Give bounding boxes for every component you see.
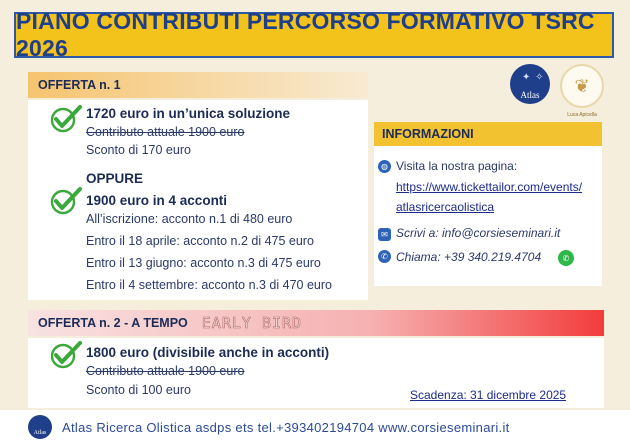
info-heading: INFORMAZIONI bbox=[382, 127, 474, 141]
whatsapp-icon[interactable]: ✆ bbox=[558, 250, 574, 266]
checkmark-icon bbox=[50, 104, 84, 134]
installment-4: Entro il 4 settembre: acconto n.3 di 470 euro bbox=[86, 278, 332, 292]
offer2-header bbox=[28, 310, 604, 336]
offer2-old-price: Contributo attuale 1900 euro bbox=[86, 364, 245, 378]
installment-2: Entro il 18 aprile: acconto n.2 di 475 euro bbox=[86, 234, 314, 248]
info-header bbox=[374, 122, 602, 146]
footer-logo-label: Atlas bbox=[33, 430, 47, 436]
offer1-option-a-old-price: Contributo attuale 1900 euro bbox=[86, 125, 245, 139]
offer1-header bbox=[28, 72, 368, 98]
atlas-logo-label: Atlas bbox=[520, 90, 540, 100]
installment-1: All’iscrizione: acconto n.1 di 480 euro bbox=[86, 212, 293, 226]
offer1-option-b-price: 1900 euro in 4 acconti bbox=[86, 193, 228, 208]
globe-icon: ◍ bbox=[378, 160, 391, 173]
event-url-link[interactable]: https://www.tickettailor.com/events/ bbox=[396, 180, 583, 194]
installment-3: Entro il 13 giugno: acconto n.3 di 475 euro bbox=[86, 256, 321, 270]
email-contact[interactable]: Scrivi a: info@corsieseminari.it bbox=[396, 226, 561, 240]
footer-atlas-logo bbox=[28, 415, 52, 439]
offer2-price: 1800 euro (divisibile anche in acconti) bbox=[86, 345, 330, 360]
offer1-label: OFFERTA n. 1 bbox=[38, 78, 121, 92]
checkmark-icon bbox=[50, 186, 84, 216]
luca-logo-label: Luca Apicella bbox=[567, 112, 597, 118]
visit-label: Visita la nostra pagina: bbox=[396, 159, 518, 173]
early-bird-badge: EARLY BIRD bbox=[201, 314, 303, 332]
page-title: PIANO CONTRIBUTI PERCORSO FORMATIVO TSRC 2026 bbox=[16, 8, 595, 61]
offer1-option-a-price: 1720 euro in un’unica soluzione bbox=[86, 106, 291, 121]
luca-apicella-logo bbox=[560, 64, 604, 108]
offer1-option-a-discount: Sconto di 170 euro bbox=[86, 143, 191, 157]
email-icon: ✉ bbox=[378, 228, 391, 241]
offer1-or-label: OPPURE bbox=[86, 171, 144, 186]
event-url-link-cont[interactable]: atlasricercaolistica bbox=[396, 200, 495, 214]
stars-icon: ✦ ✧ bbox=[522, 72, 545, 83]
atlas-logo bbox=[510, 64, 550, 104]
footer-contact-text: Atlas Ricerca Olistica asdps ets tel.+393402194704 www.corsieseminari.it bbox=[62, 420, 510, 435]
checkmark-icon bbox=[50, 340, 84, 370]
phone-icon: ✆ bbox=[378, 250, 391, 263]
tree-icon: ❦ bbox=[574, 75, 590, 96]
offer2-deadline: Scadenza: 31 dicembre 2025 bbox=[410, 388, 567, 402]
title-banner bbox=[14, 8, 614, 61]
offer2-label: OFFERTA n. 2 - A TEMPO bbox=[38, 316, 188, 330]
phone-contact[interactable]: Chiama: +39 340.219.4704 bbox=[396, 250, 542, 264]
offer2-discount: Sconto di 100 euro bbox=[86, 383, 191, 397]
